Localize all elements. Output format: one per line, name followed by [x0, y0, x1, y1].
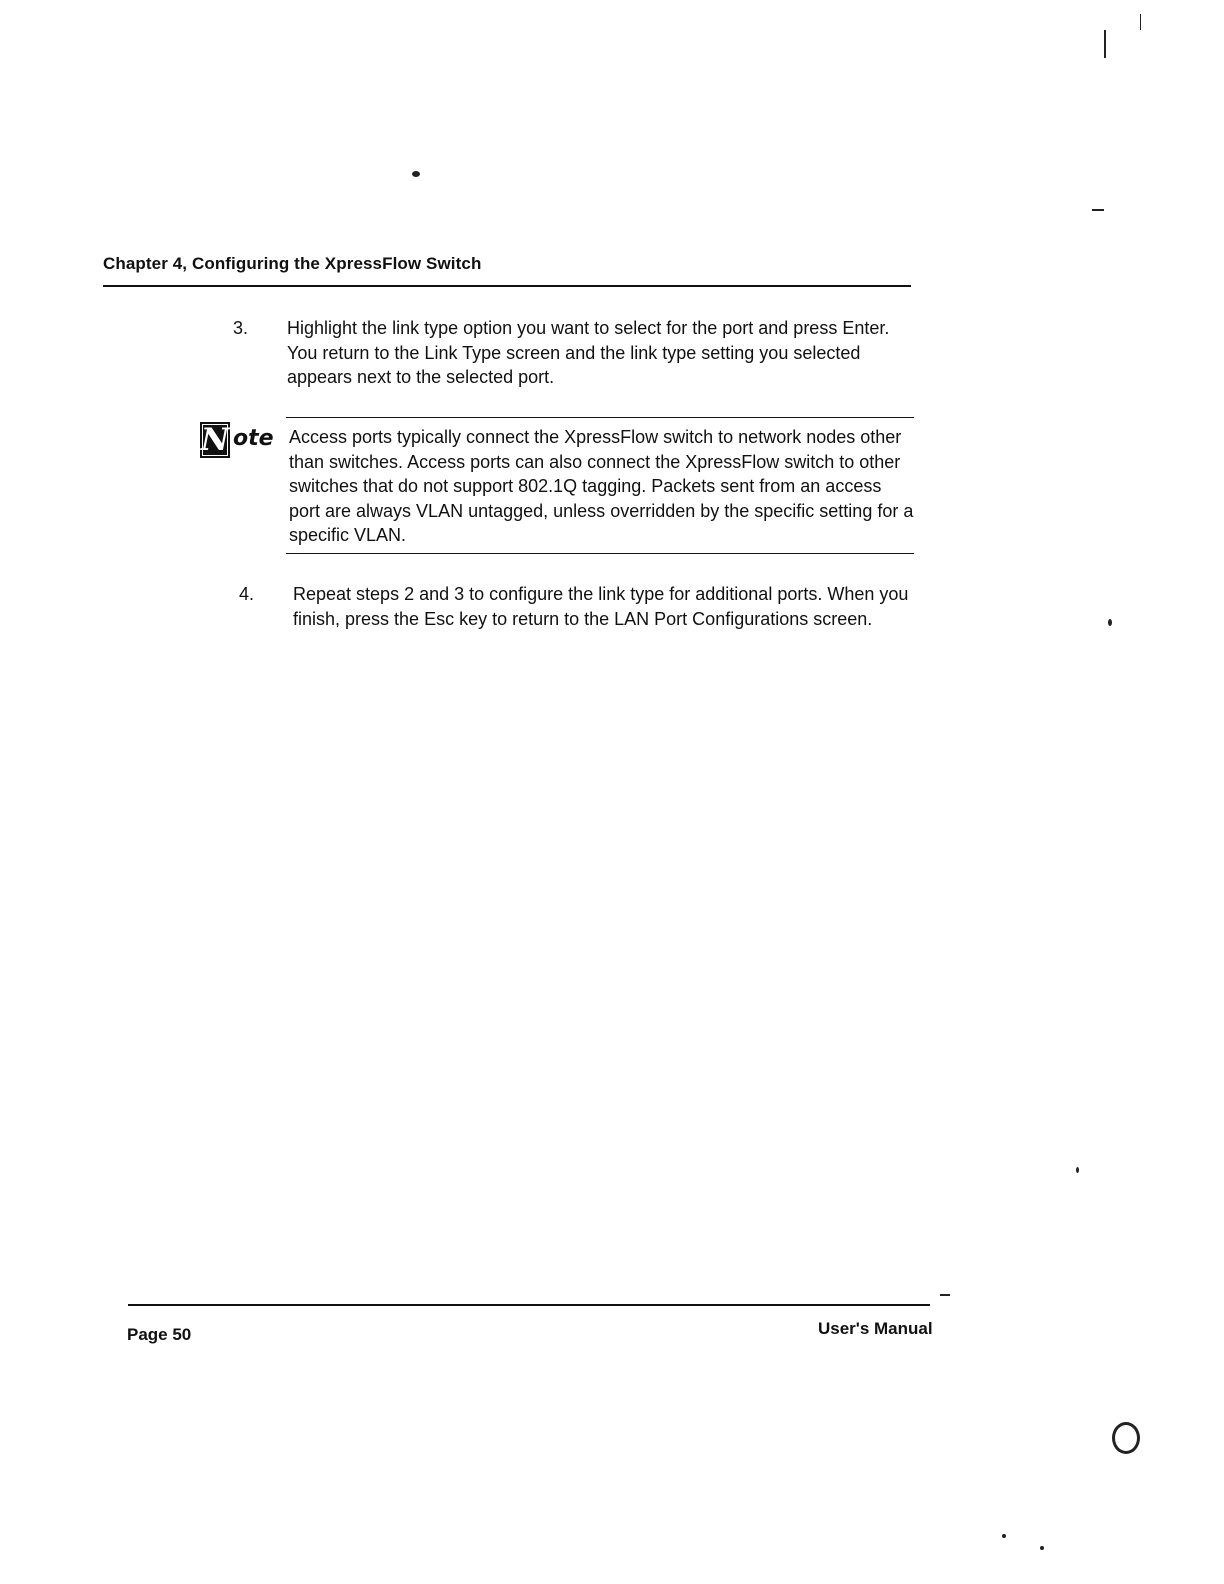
step-3 — [233, 316, 933, 396]
note-bottom-divider — [286, 553, 914, 554]
note-icon-letter: N — [200, 422, 230, 458]
scan-speck — [940, 1294, 950, 1296]
note-icon — [200, 422, 274, 462]
scan-speck — [1104, 30, 1106, 58]
scan-speck — [1040, 1546, 1044, 1550]
scan-speck — [1092, 209, 1104, 211]
note-top-divider — [286, 417, 914, 418]
note-text: Access ports typically connect the XpressFlow switch to network nodes other than switches. Access ports can also connect the XpressFlow switch to other switches that do not support 802.1Q tagging. Packets sent from an access port are always VLAN untagged, unless overridden by the specific setting for a specific VLAN. — [289, 427, 914, 545]
scan-ring-artifact — [1112, 1422, 1140, 1454]
scan-speck — [1002, 1534, 1006, 1538]
note-icon-label: ote — [233, 426, 274, 451]
step-4 — [239, 582, 939, 662]
header-divider — [103, 285, 911, 287]
scan-speck — [412, 171, 420, 177]
scan-speck — [1076, 1167, 1079, 1173]
step-number: 4. — [239, 584, 255, 604]
footer-divider — [128, 1304, 930, 1306]
manual-title: User's Manual — [818, 1319, 933, 1338]
scan-speck — [1108, 619, 1112, 626]
page-number: Page 50 — [127, 1325, 192, 1344]
step-number: 3. — [233, 318, 249, 338]
scan-speck — [1140, 14, 1141, 30]
step-text: Repeat steps 2 and 3 to configure the link type for additional ports. When you finish, press the Esc key to return to the LAN Port Configurations screen. — [293, 584, 909, 629]
chapter-header: Chapter 4, Configuring the XpressFlow Switch — [103, 254, 482, 273]
step-text: Highlight the link type option you want to select for the port and press Enter. You return to the Link Type screen and the link type setting you selected appears next to the selected port. — [287, 318, 890, 387]
